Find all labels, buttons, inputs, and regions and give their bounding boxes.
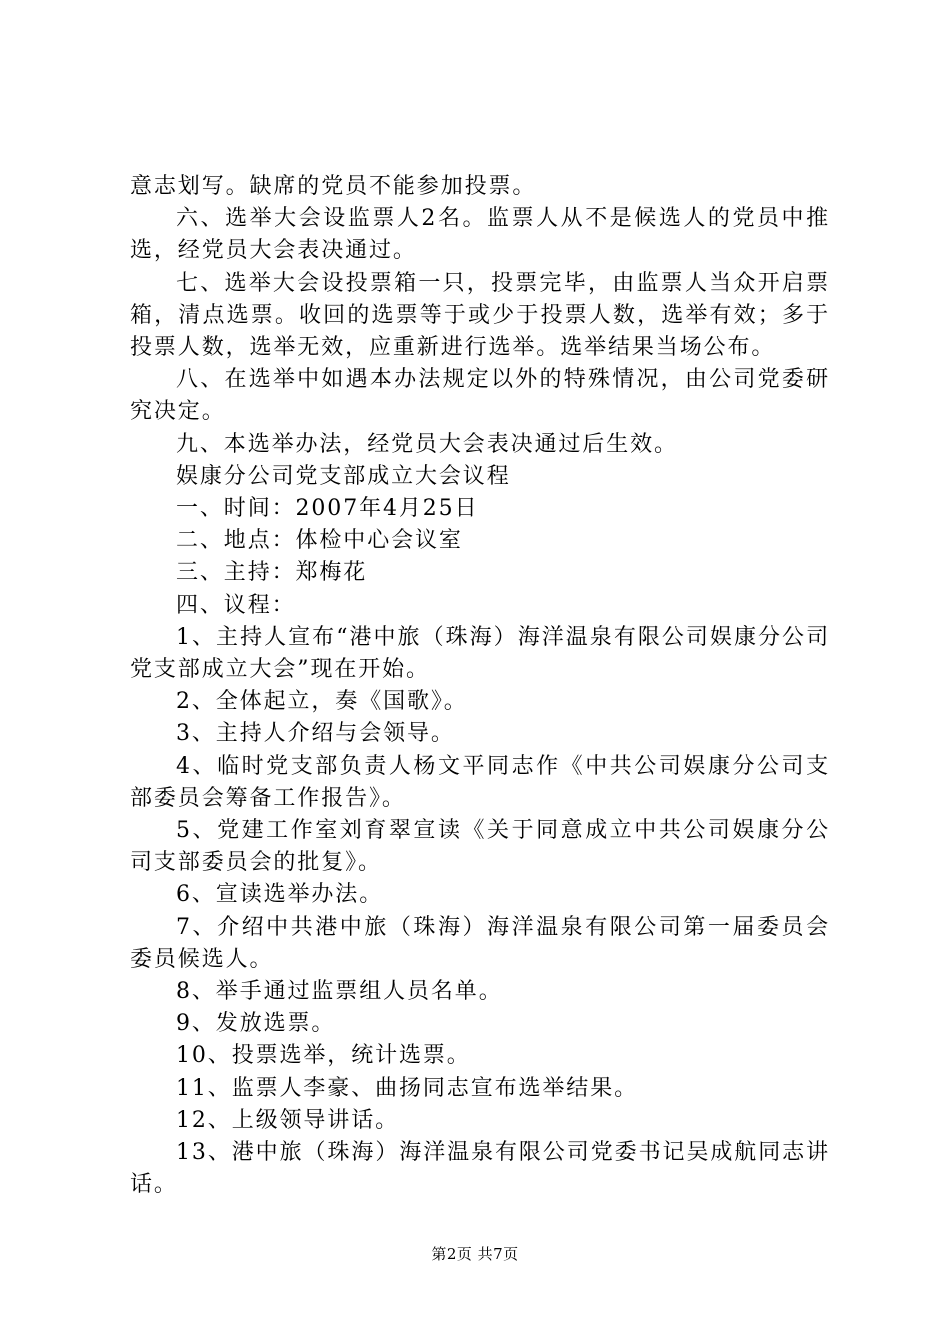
agenda-item: 9、发放选票。 bbox=[176, 1011, 336, 1037]
paragraph: 六、选举大会设监票人2名。监票人从不是候选人的党员中推选，经党员大会表决通过。 bbox=[130, 206, 830, 264]
paragraph: 意志划写。缺席的党员不能参加投票。 bbox=[130, 174, 537, 199]
document-body bbox=[130, 171, 830, 1202]
paragraph: 九、本选举办法，经党员大会表决通过后生效。 bbox=[176, 431, 678, 457]
agenda-item: 13、港中旅（珠海）海洋温泉有限公司党委书记吴成航同志讲话。 bbox=[130, 1140, 830, 1198]
agenda-item: 4、临时党支部负责人杨文平同志作《中共公司娱康分公司支部委员会筹备工作报告》。 bbox=[130, 753, 830, 811]
agenda-item: 7、介绍中共港中旅（珠海）海洋温泉有限公司第一届委员会委员候选人。 bbox=[130, 914, 830, 972]
paragraph: 一、时间：2007年4月25日 bbox=[176, 496, 479, 522]
paragraph: 八、在选举中如遇本办法规定以外的特殊情况，由公司党委研究决定。 bbox=[130, 367, 830, 425]
agenda-item: 6、宣读选举办法。 bbox=[176, 882, 384, 908]
agenda-item: 1、主持人宣布“港中旅（珠海）海洋温泉有限公司娱康分公司党支部成立大会”现在开始。 bbox=[130, 624, 830, 683]
agenda-item: 2、全体起立，奏《国歌》。 bbox=[176, 689, 468, 715]
agenda-item: 11、监票人李豪、曲扬同志宣布选举结果。 bbox=[176, 1075, 638, 1101]
paragraph: 二、地点：体检中心会议室 bbox=[176, 528, 463, 554]
section-title: 娱康分公司党支部成立大会议程 bbox=[176, 463, 511, 489]
paragraph: 七、选举大会设投票箱一只，投票完毕，由监票人当众开启票箱，清点选票。收回的选票等于或少于投票人数，选举有效；多于投票人数，选举无效，应重新进行选举。选举结果当场公布。 bbox=[130, 270, 830, 361]
page-number-footer: 第2页 共7页 bbox=[431, 1245, 519, 1263]
paragraph: 三、主持：郑梅花 bbox=[176, 560, 368, 586]
agenda-item: 12、上级领导讲话。 bbox=[176, 1107, 399, 1133]
agenda-item: 3、主持人介绍与会领导。 bbox=[176, 721, 455, 747]
agenda-item: 10、投票选举，统计选票。 bbox=[176, 1043, 471, 1069]
agenda-item: 8、举手通过监票组人员名单。 bbox=[176, 979, 503, 1005]
paragraph: 四、议程： bbox=[176, 592, 296, 618]
agenda-item: 5、党建工作室刘育翠宣读《关于同意成立中共公司娱康分公司支部委员会的批复》。 bbox=[130, 818, 830, 876]
